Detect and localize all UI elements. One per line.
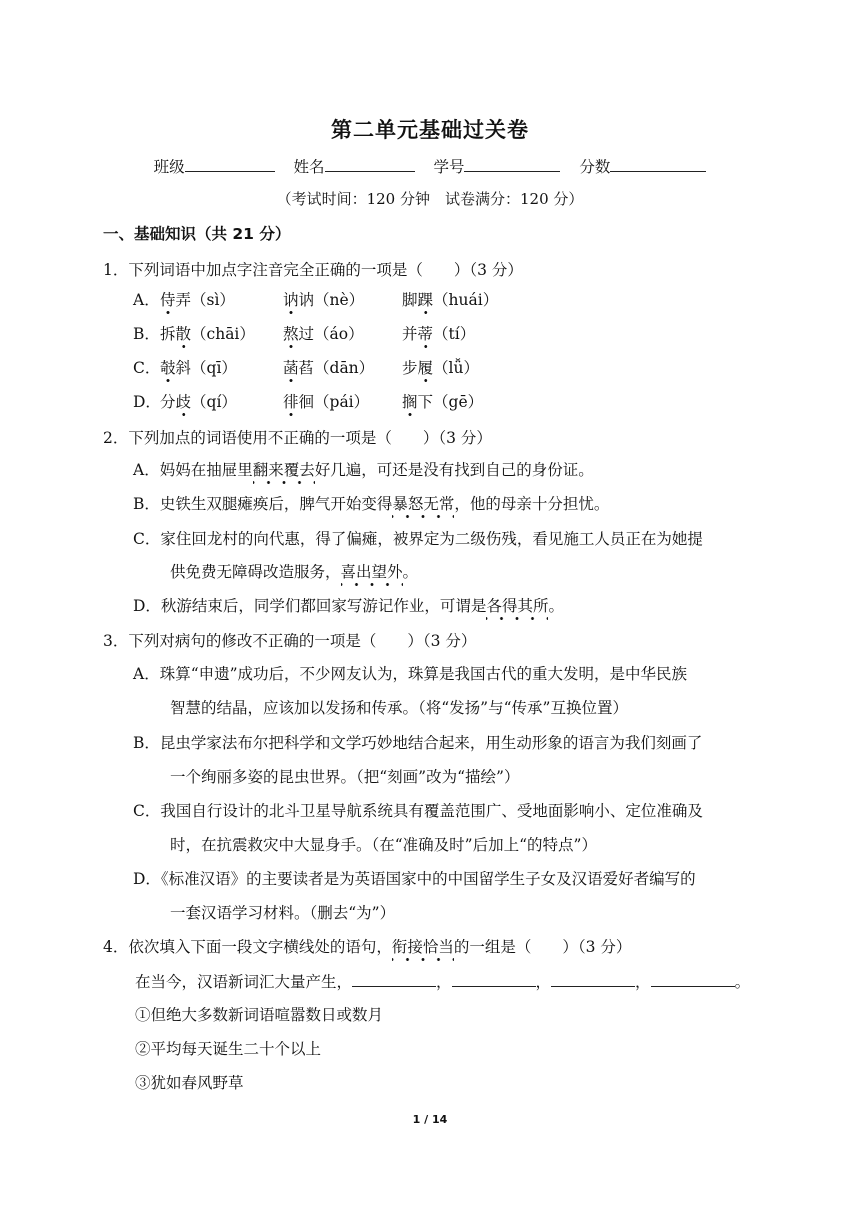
question-1-stem: 1．下列词语中加点字注音完全正确的一项是（ ）（3 分） [103,261,523,279]
q1-option-a-label: A． [133,291,160,309]
q3-option-b-line1: B．昆虫学家法布尔把科学和文学巧妙地结合起来，用生动形象的语言为我们刻画了 [133,734,703,752]
id-label: 学号 [433,158,465,176]
q1-option-b-label: B． [133,325,160,343]
q1-option-d-word1: 分歧（qí） [160,390,237,412]
q4-blank-4[interactable] [651,972,735,987]
name-field [294,155,415,177]
class-label: 班级 [153,158,185,176]
id-field [433,155,560,177]
page-title: 第二单元基础过关卷 [331,118,529,142]
section-heading: 一、基础知识（共 21 分） [103,225,291,243]
q2-option-c-line2: 供免费无障碍改造服务，喜出望外。 [170,560,418,582]
q4-item-1: ①但绝大多数新词语喧嚣数日或数月 [135,1006,384,1024]
q1-option-c-word1: 攲斜（qī） [160,356,237,378]
score-blank[interactable] [610,157,706,172]
name-blank[interactable] [325,157,415,172]
student-info-row [0,155,860,177]
q1-option-d-label: D． [133,393,161,411]
q1-option-a-word1: 侍弄（sì） [160,288,235,310]
q1-option-c-label: C． [133,359,161,377]
q2-option-a: A．妈妈在抽屉里翻来覆去好几遍，可还是没有找到自己的身份证。 [133,458,594,480]
class-field [154,155,275,177]
q4-blank-3[interactable] [551,972,635,987]
q1-option-a-word3: 脚踝（huái） [402,288,498,310]
q3-option-a-line1: A．珠算“申遗”成功后，不少网友认为，珠算是我国古代的重大发明，是中华民族 [133,665,688,683]
q4-item-2: ②平均每天诞生二十个以上 [135,1040,322,1058]
q2-option-c-line1: C．家住回龙村的向代惠，得了偏瘫，被界定为二级伤残，看见施工人员正在为她提 [133,530,703,548]
q1-option-d-word3: 搁下（gē） [402,390,483,412]
q1-option-b-word3: 并蒂（tí） [402,322,475,344]
q1-option-c-word2: 菡萏（dān） [283,356,374,378]
q3-option-b-line2: 一个绚丽多姿的昆虫世界。（把“刻画”改为“描绘”） [170,768,520,786]
score-label: 分数 [579,158,611,176]
name-label: 姓名 [293,158,325,176]
q4-blank-2[interactable] [452,972,536,987]
q1-option-b-word2: 熬过（áo） [283,322,364,344]
q2-option-d: D．秋游结束后，同学们都回家写游记作业，可谓是各得其所。 [133,594,564,616]
page-number: 1 / 14 [412,1113,448,1126]
q3-option-d-line1: D．《标准汉语》的主要读者是为英语国家中的中国留学生子女及汉语爱好者编写的 [133,870,696,888]
q2-option-b: B．史铁生双腿瘫痪后，脾气开始变得暴怒无常，他的母亲十分担忧。 [133,492,609,514]
q4-passage: 在当今，汉语新词汇大量产生， ， ， ， 。 [135,973,751,991]
question-4-stem: 4．依次填入下面一段文字横线处的语句，衔接恰当的一组是（ ）（3 分） [103,935,631,957]
class-blank[interactable] [185,157,275,172]
q3-option-a-line2: 智慧的结晶，应该加以发扬和传承。（将“发扬”与“传承”互换位置） [170,699,628,717]
question-2-stem: 2．下列加点的词语使用不正确的一项是（ ）（3 分） [103,429,492,447]
q1-option-b-word1: 拆散（chāi） [160,322,255,344]
id-blank[interactable] [464,157,560,172]
q1-option-d-word2: 徘徊（pái） [283,390,369,412]
q1-option-c-word3: 步履（lǚ） [402,356,479,378]
q4-item-3: ③犹如春风野草 [135,1074,244,1092]
score-field [579,155,706,177]
exam-note: （考试时间：120 分钟 试卷满分：120 分） [276,190,584,208]
question-3-stem: 3．下列对病句的修改不正确的一项是（ ）（3 分） [103,632,477,650]
q3-option-d-line2: 一套汉语学习材料。（删去“为”） [170,904,396,922]
q3-option-c-line1: C．我国自行设计的北斗卫星导航系统具有覆盖范围广、受地面影响小、定位准确及 [133,802,703,820]
q3-option-c-line2: 时，在抗震救灾中大显身手。（在“准确及时”后加上“的特点”） [170,836,597,854]
q4-blank-1[interactable] [352,972,436,987]
q1-option-a-word2: 讷讷（nè） [283,288,364,310]
